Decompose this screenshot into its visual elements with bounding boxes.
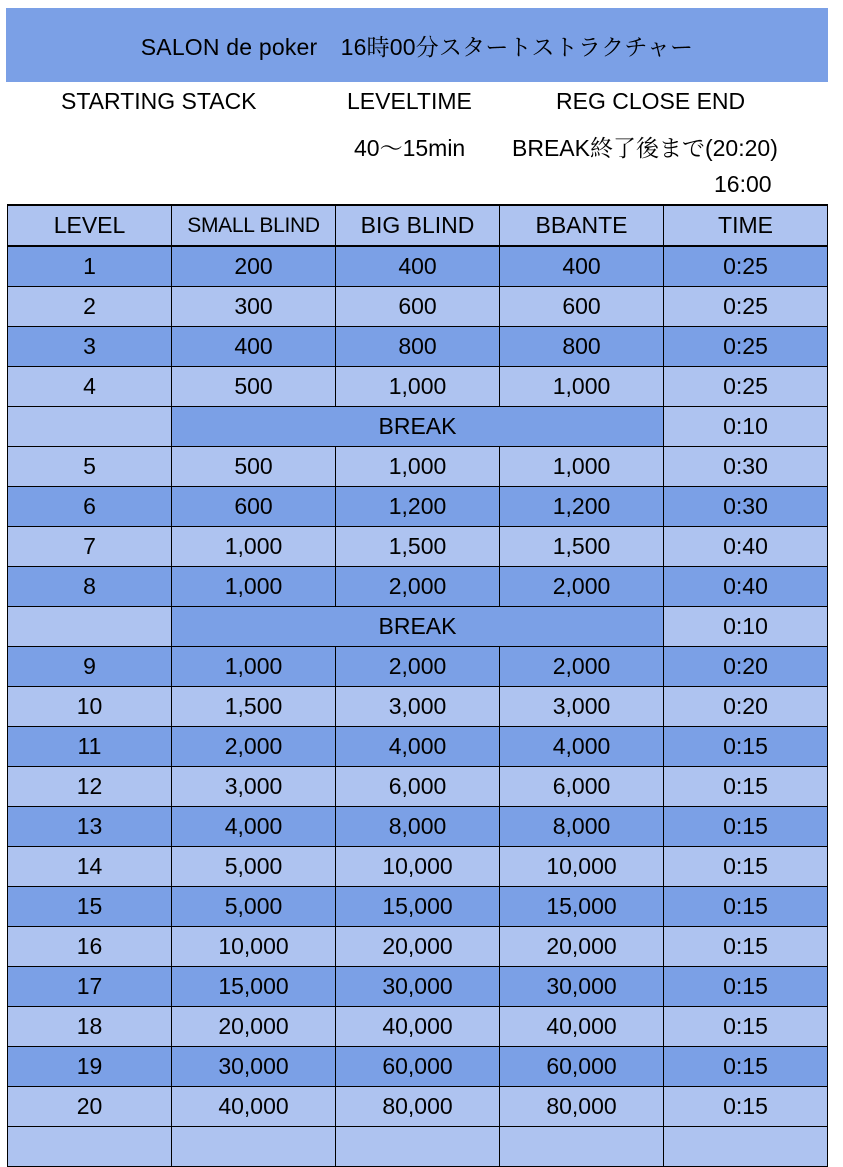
- level-cell: 17: [8, 967, 172, 1007]
- big-blind-cell: 40,000: [336, 1007, 500, 1047]
- time-cell: 0:20: [664, 647, 828, 687]
- structure-table: [7, 204, 828, 1167]
- bbante-cell: 800: [500, 327, 664, 367]
- time-cell: 0:15: [664, 887, 828, 927]
- level-cell: 1: [8, 246, 172, 287]
- time-cell: 0:15: [664, 767, 828, 807]
- big-blind-cell: 800: [336, 327, 500, 367]
- small-blind-cell: 300: [172, 287, 336, 327]
- big-blind-cell: 20,000: [336, 927, 500, 967]
- table-row: [8, 807, 828, 847]
- big-blind-cell: 1,000: [336, 447, 500, 487]
- level-cell: 15: [8, 887, 172, 927]
- level-cell: 9: [8, 647, 172, 687]
- cutoff-cell: [336, 1127, 500, 1167]
- level-cell: 20: [8, 1087, 172, 1127]
- bbante-cell: 10,000: [500, 847, 664, 887]
- level-cell: 6: [8, 487, 172, 527]
- big-blind-cell: 2,000: [336, 567, 500, 607]
- bbante-cell: 1,200: [500, 487, 664, 527]
- level-cell: 4: [8, 367, 172, 407]
- level-cell: 14: [8, 847, 172, 887]
- small-blind-cell: 4,000: [172, 807, 336, 847]
- leveltime-value: 40〜15min: [354, 135, 466, 161]
- bbante-cell: 6,000: [500, 767, 664, 807]
- time-cell: 0:15: [664, 807, 828, 847]
- cutoff-cell: [500, 1127, 664, 1167]
- header-small-blind: SMALL BLIND: [172, 205, 336, 246]
- big-blind-cell: 15,000: [336, 887, 500, 927]
- table-row: [8, 1007, 828, 1047]
- time-cell: 0:25: [664, 327, 828, 367]
- table-row: [8, 367, 828, 407]
- big-blind-cell: 6,000: [336, 767, 500, 807]
- table-row: [8, 767, 828, 807]
- bbante-cell: 1,000: [500, 447, 664, 487]
- header-bbante: BBANTE: [500, 205, 664, 246]
- big-blind-cell: 60,000: [336, 1047, 500, 1087]
- table-row: [8, 727, 828, 767]
- bbante-cell: 8,000: [500, 807, 664, 847]
- time-cell: 0:15: [664, 847, 828, 887]
- table-header-row: [8, 205, 828, 246]
- bbante-cell: 3,000: [500, 687, 664, 727]
- cutoff-cell: [172, 1127, 336, 1167]
- cutoff-cell: [8, 1127, 172, 1167]
- table-row: [8, 447, 828, 487]
- level-cell: 7: [8, 527, 172, 567]
- big-blind-cell: 3,000: [336, 687, 500, 727]
- bbante-cell: 80,000: [500, 1087, 664, 1127]
- bbante-cell: 600: [500, 287, 664, 327]
- level-cell: 8: [8, 567, 172, 607]
- bbante-cell: 40,000: [500, 1007, 664, 1047]
- reg-close-value: BREAK終了後まで(20:20): [512, 135, 778, 161]
- small-blind-cell: 20,000: [172, 1007, 336, 1047]
- header-big-blind: BIG BLIND: [336, 205, 500, 246]
- start-time: 16:00: [714, 171, 772, 197]
- time-cell: 0:30: [664, 487, 828, 527]
- small-blind-cell: 1,000: [172, 567, 336, 607]
- small-blind-cell: 5,000: [172, 887, 336, 927]
- small-blind-cell: 15,000: [172, 967, 336, 1007]
- break-level-cell: [8, 607, 172, 647]
- bbante-cell: 60,000: [500, 1047, 664, 1087]
- small-blind-cell: 40,000: [172, 1087, 336, 1127]
- time-cell: 0:15: [664, 727, 828, 767]
- bbante-cell: 2,000: [500, 647, 664, 687]
- table-row: [8, 327, 828, 367]
- level-cell: 18: [8, 1007, 172, 1047]
- time-cell: 0:15: [664, 967, 828, 1007]
- time-cell: 0:20: [664, 687, 828, 727]
- time-cell: 0:25: [664, 246, 828, 287]
- reg-close-label: REG CLOSE END: [556, 88, 746, 114]
- level-cell: 2: [8, 287, 172, 327]
- time-cell: 0:25: [664, 367, 828, 407]
- title-bar: [6, 8, 828, 82]
- bbante-cell: 1,000: [500, 367, 664, 407]
- time-cell: 0:30: [664, 447, 828, 487]
- level-cell: 11: [8, 727, 172, 767]
- header-time: TIME: [664, 205, 828, 246]
- small-blind-cell: 5,000: [172, 847, 336, 887]
- table-row: [8, 647, 828, 687]
- big-blind-cell: 1,200: [336, 487, 500, 527]
- big-blind-cell: 10,000: [336, 847, 500, 887]
- small-blind-cell: 1,000: [172, 527, 336, 567]
- table-row: [8, 1087, 828, 1127]
- break-label: BREAK: [172, 407, 664, 447]
- table-row: [8, 967, 828, 1007]
- table-row: [8, 287, 828, 327]
- table-row: [8, 527, 828, 567]
- table-row: [8, 1047, 828, 1087]
- small-blind-cell: 500: [172, 447, 336, 487]
- break-label: BREAK: [172, 607, 664, 647]
- bbante-cell: 1,500: [500, 527, 664, 567]
- leveltime-label: LEVELTIME: [347, 88, 472, 114]
- big-blind-cell: 400: [336, 246, 500, 287]
- small-blind-cell: 3,000: [172, 767, 336, 807]
- break-time: 0:10: [664, 407, 828, 447]
- bbante-cell: 2,000: [500, 567, 664, 607]
- small-blind-cell: 10,000: [172, 927, 336, 967]
- small-blind-cell: 30,000: [172, 1047, 336, 1087]
- time-cell: 0:40: [664, 527, 828, 567]
- time-cell: 0:15: [664, 1047, 828, 1087]
- big-blind-cell: 1,500: [336, 527, 500, 567]
- big-blind-cell: 30,000: [336, 967, 500, 1007]
- break-row: [8, 607, 828, 647]
- table-row: [8, 567, 828, 607]
- small-blind-cell: 500: [172, 367, 336, 407]
- starting-stack-label: STARTING STACK: [61, 88, 257, 114]
- level-cell: 13: [8, 807, 172, 847]
- small-blind-cell: 2,000: [172, 727, 336, 767]
- big-blind-cell: 600: [336, 287, 500, 327]
- table-body: [8, 246, 828, 1167]
- level-cell: 10: [8, 687, 172, 727]
- small-blind-cell: 400: [172, 327, 336, 367]
- level-cell: 5: [8, 447, 172, 487]
- small-blind-cell: 1,500: [172, 687, 336, 727]
- small-blind-cell: 200: [172, 246, 336, 287]
- small-blind-cell: 1,000: [172, 647, 336, 687]
- level-cell: 12: [8, 767, 172, 807]
- table-row: [8, 847, 828, 887]
- bbante-cell: 15,000: [500, 887, 664, 927]
- table-row: [8, 887, 828, 927]
- level-cell: 3: [8, 327, 172, 367]
- time-cell: 0:40: [664, 567, 828, 607]
- big-blind-cell: 2,000: [336, 647, 500, 687]
- header-level: LEVEL: [8, 205, 172, 246]
- page-title: SALON de poker 16時00分スタートストラクチャー: [140, 33, 694, 60]
- break-time: 0:10: [664, 607, 828, 647]
- table-row: [8, 927, 828, 967]
- level-cell: 16: [8, 927, 172, 967]
- big-blind-cell: 4,000: [336, 727, 500, 767]
- time-cell: 0:25: [664, 287, 828, 327]
- break-row: [8, 407, 828, 447]
- small-blind-cell: 600: [172, 487, 336, 527]
- big-blind-cell: 8,000: [336, 807, 500, 847]
- table-row: [8, 487, 828, 527]
- cutoff-cell: [664, 1127, 828, 1167]
- bbante-cell: 4,000: [500, 727, 664, 767]
- time-cell: 0:15: [664, 1007, 828, 1047]
- time-cell: 0:15: [664, 1087, 828, 1127]
- bbante-cell: 30,000: [500, 967, 664, 1007]
- big-blind-cell: 80,000: [336, 1087, 500, 1127]
- time-cell: 0:15: [664, 927, 828, 967]
- table-row: [8, 687, 828, 727]
- break-level-cell: [8, 407, 172, 447]
- big-blind-cell: 1,000: [336, 367, 500, 407]
- table-row: [8, 246, 828, 287]
- level-cell: 19: [8, 1047, 172, 1087]
- bbante-cell: 20,000: [500, 927, 664, 967]
- table-row-cutoff: [8, 1127, 828, 1167]
- bbante-cell: 400: [500, 246, 664, 287]
